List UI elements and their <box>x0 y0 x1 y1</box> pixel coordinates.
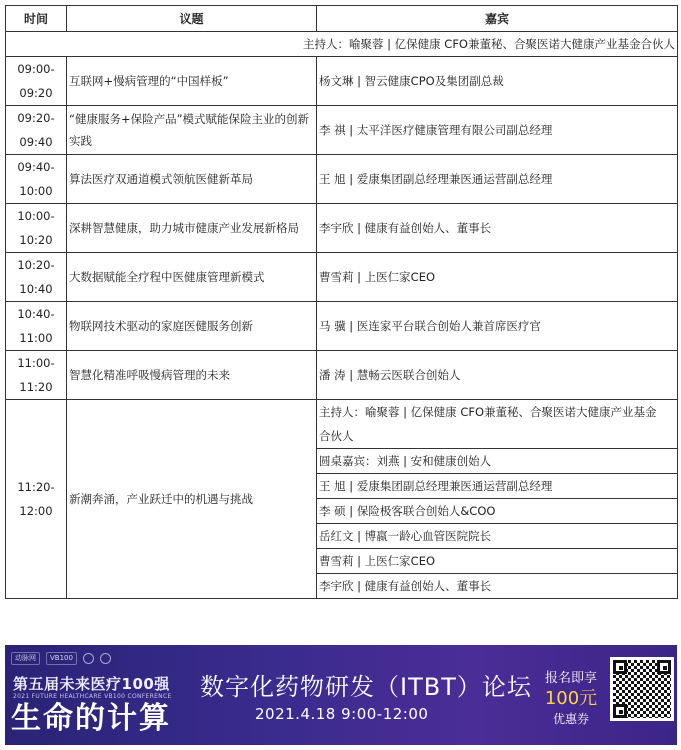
time-end: 10:00 <box>19 184 53 198</box>
panel-guest-cell: 李宇欣 | 健康有益创始人、董事长 <box>317 574 678 599</box>
panel-guest-cell: 李 硕 | 保险极客联合创始人&COO <box>317 499 678 524</box>
header-guest: 嘉宾 <box>317 6 678 32</box>
logo-circle-icon <box>100 653 111 664</box>
time-cell <box>6 155 67 204</box>
panel-host-line: 主持人：喻聚蓉 | 亿保健康 CFO兼董秘、合聚医诺大健康产业基金 <box>319 405 657 419</box>
qr-finder-icon <box>657 660 671 674</box>
time-start: 09:00- <box>17 62 55 76</box>
panel-guest-cell: 王 旭 | 爱康集团副总经理兼医通运营副总经理 <box>317 474 678 499</box>
main-title: 生命的计算 <box>11 701 171 736</box>
time-end: 11:00 <box>19 331 53 345</box>
topic-cell: “健康服务+保险产品”模式赋能保险主业的创新实践 <box>67 106 317 155</box>
table-row <box>6 106 678 155</box>
time-end: 10:20 <box>19 233 53 247</box>
promo-block[interactable] <box>535 667 607 727</box>
panel-row <box>6 400 678 449</box>
qr-finder-icon <box>613 704 627 718</box>
time-cell <box>6 106 67 155</box>
guest-cell: 潘 涛 | 慧畅云医联合创始人 <box>317 351 678 400</box>
time-cell <box>6 204 67 253</box>
panel-guest-cell: 圆桌嘉宾：刘燕 | 安和健康创始人 <box>317 449 678 474</box>
promo-amount: 100元 <box>544 688 598 709</box>
time-end: 10:40 <box>19 282 53 296</box>
panel-guest-cell: 岳红文 | 博嬴一龄心血管医院院长 <box>317 524 678 549</box>
qr-finder-icon <box>613 660 627 674</box>
time-cell <box>6 253 67 302</box>
time-end: 11:20 <box>19 380 53 394</box>
time-start: 09:40- <box>17 160 55 174</box>
event-datetime: 2021.4.18 9:00-12:00 <box>255 705 429 723</box>
time-cell <box>6 351 67 400</box>
promo-line: 报名即享 <box>544 671 597 686</box>
guest-cell: 曹雪莉 | 上医仁家CEO <box>317 253 678 302</box>
panel-host-line: 合伙人 <box>319 429 354 443</box>
topic-cell: 大数据赋能全疗程中医健康管理新模式 <box>67 253 317 302</box>
logo-dongmai: 动脉网 <box>11 652 40 665</box>
panel-host-cell <box>317 400 678 449</box>
time-cell <box>6 400 67 599</box>
table-row <box>6 253 678 302</box>
forum-title: 数字化药物研发（ITBT）论坛 <box>200 673 532 701</box>
table-row <box>6 155 678 204</box>
time-start: 10:40- <box>17 307 55 321</box>
time-cell <box>6 302 67 351</box>
logo-vb100: VB100 <box>46 652 77 665</box>
agenda-table <box>5 5 678 599</box>
table-header-row <box>6 6 678 32</box>
logo-strip <box>11 652 111 665</box>
topic-cell: 深耕智慧健康，助力城市健康产业发展新格局 <box>67 204 317 253</box>
time-end: 09:20 <box>19 86 53 100</box>
topic-cell: 算法医疗双通道模式领航医健新革局 <box>67 155 317 204</box>
table-row <box>6 204 678 253</box>
edition-title: 第五届未来医疗100强 <box>13 675 170 693</box>
qr-code-icon[interactable] <box>610 657 674 721</box>
time-end: 12:00 <box>19 504 53 518</box>
header-time: 时间 <box>6 6 67 32</box>
header-topic: 议题 <box>67 6 317 32</box>
time-start: 09:20- <box>17 111 55 125</box>
host-row <box>6 32 678 57</box>
logo-circle-icon <box>83 653 94 664</box>
topic-cell: 物联网技术驱动的家庭医健服务创新 <box>67 302 317 351</box>
table-row <box>6 302 678 351</box>
table-row <box>6 57 678 106</box>
host-cell: 主持人：喻聚蓉 | 亿保健康 CFO兼董秘、合聚医诺大健康产业基金合伙人 <box>6 32 678 57</box>
time-start: 10:20- <box>17 258 55 272</box>
topic-cell: 互联网+慢病管理的“中国样板” <box>67 57 317 106</box>
guest-cell: 杨文琳 | 智云健康CPO及集团副总裁 <box>317 57 678 106</box>
guest-cell: 李宇欣 | 健康有益创始人、董事长 <box>317 204 678 253</box>
guest-cell: 王 旭 | 爱康集团副总经理兼医通运营副总经理 <box>317 155 678 204</box>
time-start: 11:20- <box>17 480 55 494</box>
time-end: 09:40 <box>19 135 53 149</box>
time-start: 11:00- <box>17 356 55 370</box>
time-start: 10:00- <box>17 209 55 223</box>
guest-cell: 李 祺 | 太平洋医疗健康管理有限公司副总经理 <box>317 106 678 155</box>
topic-cell: 新潮奔涌，产业跃迁中的机遇与挑战 <box>67 400 317 599</box>
panel-guest-cell: 曹雪莉 | 上医仁家CEO <box>317 549 678 574</box>
guest-cell: 马 骥 | 医连家平台联合创始人兼首席医疗官 <box>317 302 678 351</box>
topic-cell: 智慧化精准呼吸慢病管理的未来 <box>67 351 317 400</box>
time-cell <box>6 57 67 106</box>
edition-subtitle: 2021 FUTURE HEALTHCARE VB100 CONFERENCE <box>13 693 172 700</box>
promo-banner[interactable] <box>5 645 677 745</box>
table-row <box>6 351 678 400</box>
promo-line: 优惠券 <box>552 712 589 726</box>
